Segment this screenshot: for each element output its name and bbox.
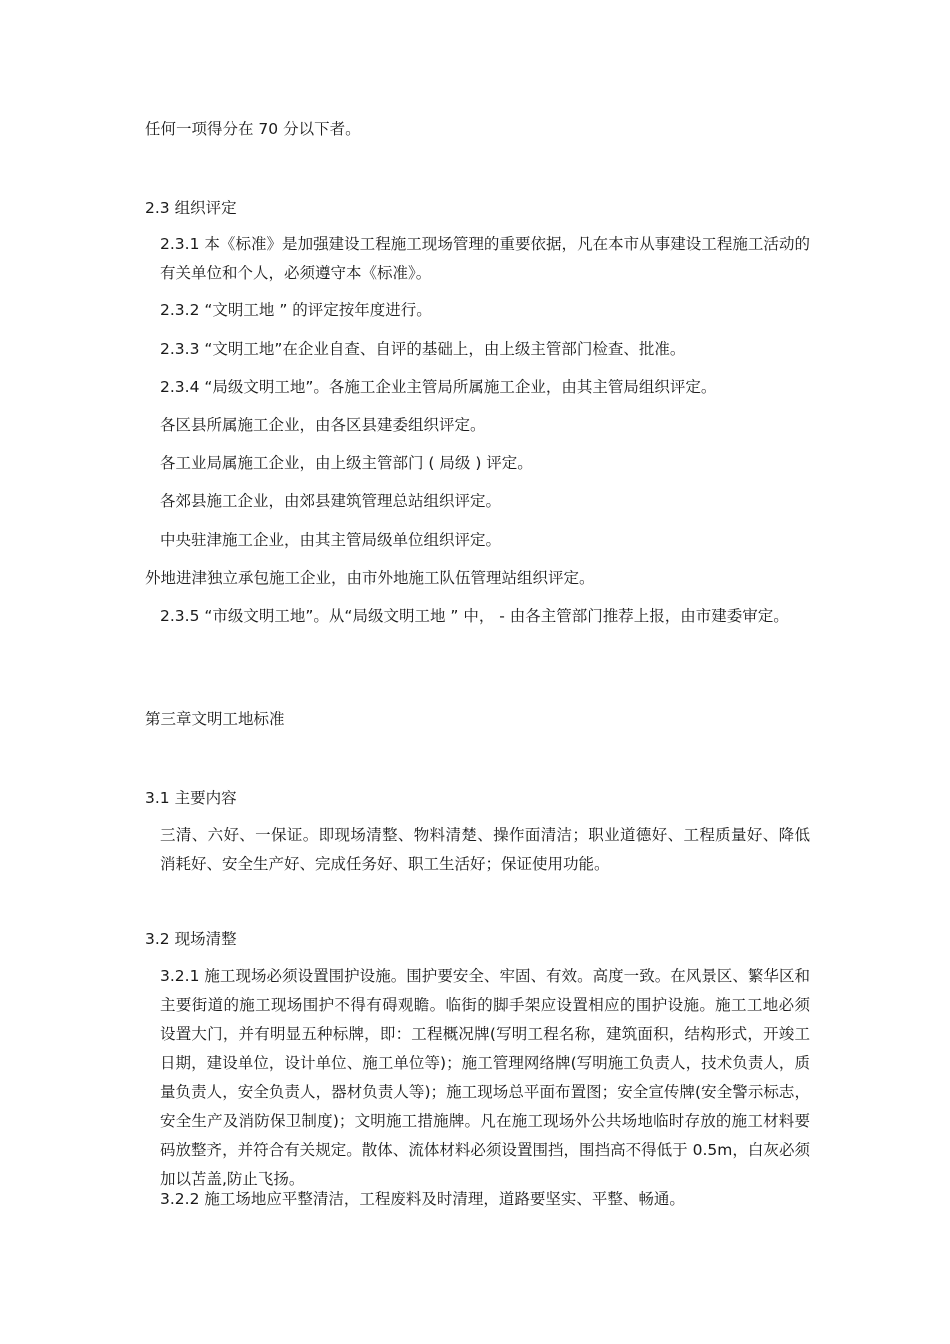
clause-3-2-1: 3.2.1 施工现场必须设置围护设施。围护要安全、牢固、有效。高度一致。在风景区、繁华区和主要街道的施工现场围护不得有碍观瞻。临街的脚手架应设置相应的围护设施。施工工地必须设置大门，并有明显五种标牌，即：工程概况牌(写明工程名称，建筑面积，结构形式，开竣工日期，建设单位，设计单位、施工单位等)；施工管理网络牌(写明施工负责人，技术负责人，质量负责人，安全负责人，器材负责人等)；施工现场总平面布置图；安全宣传牌(安全警示标志，安全生产及消防保卫制度)；文明施工措施牌。凡在施工现场外公共场地临时存放的施工材料要码放整齐，并符合有关规定。散体、流体材料必须设置围挡，围挡高不得低于 0.5m，白灰必须加以苫盖,防止飞扬。 <box>160 967 810 1188</box>
clause-2-3-4-district: 各区县所属施工企业，由各区县建委组织评定。 <box>160 416 486 434</box>
clause-2-3-4-industrial: 各工业局属施工企业，由上级主管部门 ( 局级 ) 评定。 <box>160 454 533 472</box>
clause-2-3-4-suburban: 各郊县施工企业，由郊县建筑管理总站组织评定。 <box>160 492 502 510</box>
clause-3-2-2: 3.2.2 施工场地应平整清洁，工程废料及时清理，道路要坚实、平整、畅通。 <box>160 1190 685 1208</box>
clause-2-3-2: 2.3.2 “文明工地 ” 的评定按年度进行。 <box>160 301 432 319</box>
section-3-2-heading: 3.2 现场清整 <box>145 930 237 948</box>
clause-2-3-4-central: 中央驻津施工企业，由其主管局级单位组织评定。 <box>160 531 502 549</box>
intro-paragraph: 任何一项得分在 70 分以下者。 <box>145 120 361 138</box>
clause-2-3-4: 2.3.4 “局级文明工地”。各施工企业主管局所属施工企业，由其主管局组织评定。 <box>160 378 717 396</box>
section-3-1-heading: 3.1 主要内容 <box>145 789 237 807</box>
clause-2-3-4-external: 外地进津独立承包施工企业，由市外地施工队伍管理站组织评定。 <box>145 569 595 587</box>
section-3-1-body: 三清、六好、一保证。即现场清整、物料清楚、操作面清洁；职业道德好、工程质量好、降低消耗好、安全生产好、完成任务好、职工生活好；保证使用功能。 <box>160 826 810 873</box>
clause-2-3-3: 2.3.3 “文明工地”在企业自查、自评的基础上，由上级主管部门检查、批准。 <box>160 340 686 358</box>
chapter-3-title: 第三章文明工地标准 <box>145 710 285 728</box>
section-2-3-heading: 2.3 组织评定 <box>145 199 237 217</box>
clause-2-3-5: 2.3.5 “市级文明工地”。从“局级文明工地 ” 中， - 由各主管部门推荐上报，由市建委审定。 <box>160 607 789 625</box>
clause-2-3-1: 2.3.1 本《标准》是加强建设工程施工现场管理的重要依据，凡在本市从事建设工程施工活动的有关单位和个人，必须遵守本《标准》。 <box>160 235 810 282</box>
